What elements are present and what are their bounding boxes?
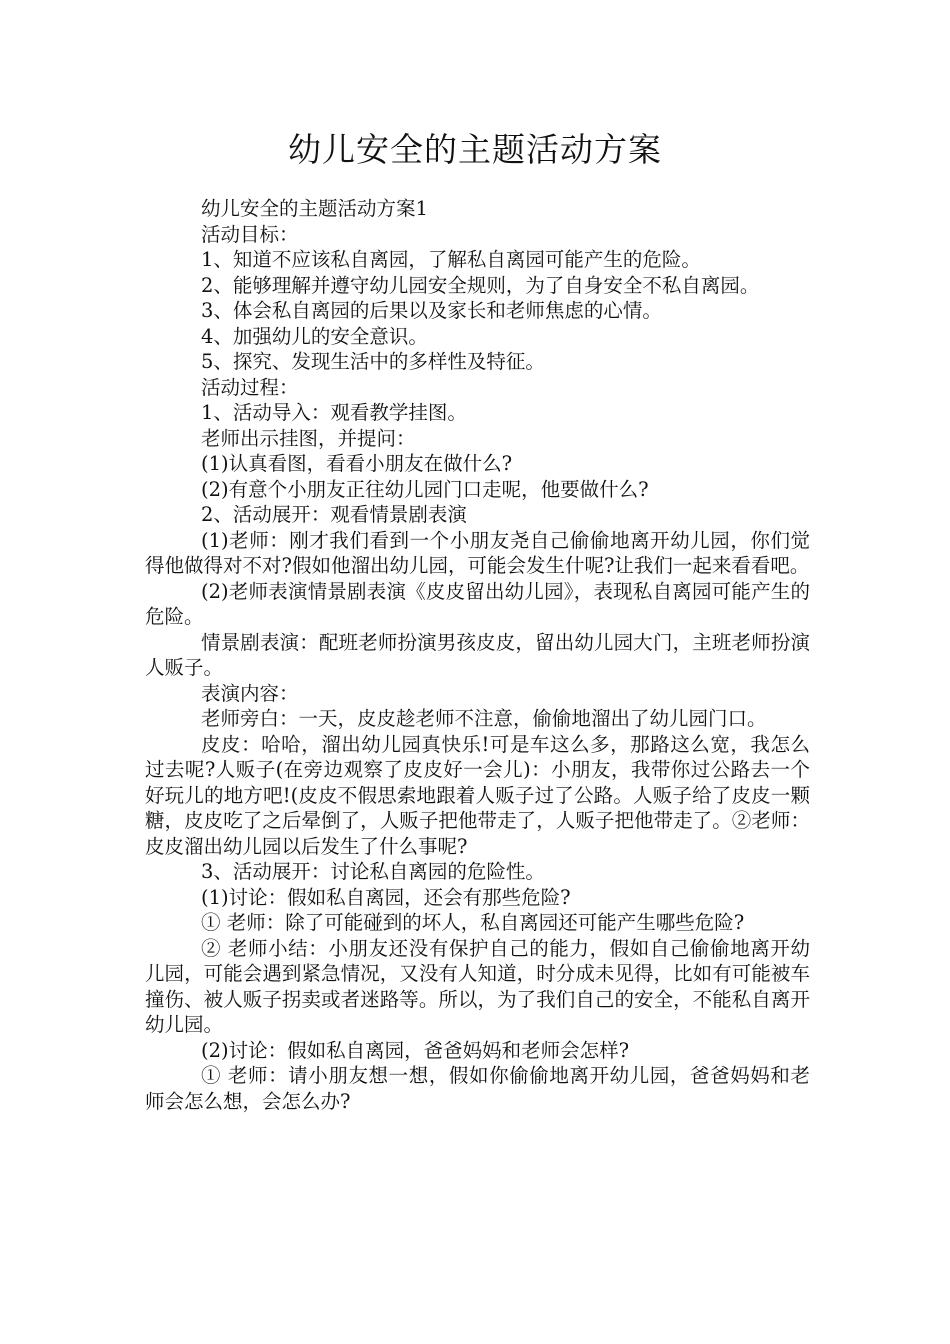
paragraph: 活动过程： xyxy=(201,375,299,399)
paragraph: ① 老师：请小朋友想一想，假如你偷偷地离开幼儿园，爸爸妈妈和老师会怎么想，会怎么办? xyxy=(145,1064,810,1113)
paragraph: 3、活动展开：讨论私自离园的危险性。 xyxy=(201,860,545,883)
document-title: 幼儿安全的主题活动方案 xyxy=(288,130,662,169)
paragraph: 幼儿安全的主题活动方案1 xyxy=(201,197,428,220)
paragraph: 1、活动导入：观看教学挂图。 xyxy=(201,401,467,424)
paragraph: 5、探究、发现生活中的多样性及特征。 xyxy=(201,350,545,373)
paragraph: 3、体会私自离园的后果以及家长和老师焦虑的心情。 xyxy=(201,299,662,322)
paragraph: 4、加强幼儿的安全意识。 xyxy=(201,324,428,348)
paragraph: 情景剧表演：配班老师扮演男孩皮皮，留出幼儿园大门，主班老师扮演人贩子。 xyxy=(145,630,810,679)
paragraph: 老师旁白：一天，皮皮趁老师不注意，偷偷地溜出了幼儿园门口。 xyxy=(201,707,767,730)
paragraph: (1)老师：刚才我们看到一个小朋友尧自己偷偷地离开幼儿园，你们觉得他做得对不对?假如他溜出幼儿园，可能会发生什呢?让我们一起来看看吧。 xyxy=(145,528,810,577)
paragraph: 2、能够理解并遵守幼儿园安全规则，为了自身安全不私自离园。 xyxy=(201,273,760,297)
paragraph: 1、知道不应该私自离园，了解私自离园可能产生的危险。 xyxy=(201,248,701,271)
paragraph: 活动目标： xyxy=(201,222,299,246)
paragraph: (1)认真看图，看看小朋友在做什么? xyxy=(201,452,513,475)
paragraph: 表演内容： xyxy=(201,681,299,705)
paragraph: (2)老师表演情景剧表演《皮皮留出幼儿园》，表现私自离园可能产生的危险。 xyxy=(145,579,810,628)
paragraph: 老师出示挂图，并提问： xyxy=(201,426,416,450)
paragraph: ② 老师小结：小朋友还没有保护自己的能力，假如自己偷偷地离开幼儿园，可能会遇到紧急情况，又没有人知道，时分成未见得，比如有可能被车撞伤、被人贩子拐卖或者迷路等。所以，为了我们自己的安全，不能私自离开幼儿园。 xyxy=(145,936,810,1036)
paragraph: 2、活动展开：观看情景剧表演 xyxy=(201,503,467,526)
paragraph: (1)讨论：假如私自离园，还会有那些危险? xyxy=(201,885,571,909)
document-body xyxy=(145,196,810,1114)
paragraph: (2)有意个小朋友正往幼儿园门口走呢，他要做什么? xyxy=(201,477,649,501)
paragraph: (2)讨论：假如私自离园，爸爸妈妈和老师会怎样? xyxy=(201,1038,630,1062)
paragraph: 皮皮：哈哈，溜出幼儿园真快乐!可是车这么多，那路这么宽，我怎么过去呢?人贩子(在旁边观察了皮皮好一会儿)：小朋友，我带你过公路去一个好玩儿的地方吧!(皮皮不假思索地跟着人贩子过了公路。人贩子给了皮皮一颗糖，皮皮吃了之后晕倒了，人贩子把他带走了，人贩子把他带走了。②老师：皮皮溜出幼儿园以后发生了什么事呢? xyxy=(145,732,810,858)
paragraph: ① 老师：除了可能碰到的坏人，私自离园还可能产生哪些危险? xyxy=(201,911,745,934)
